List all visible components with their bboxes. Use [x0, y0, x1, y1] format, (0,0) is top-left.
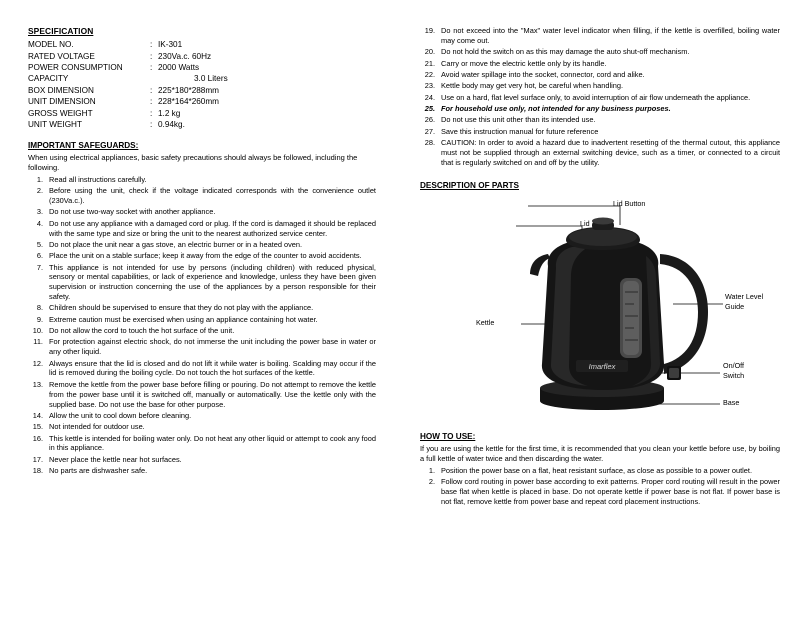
- list-item-number: 19.: [424, 26, 435, 35]
- list-item-number: 27.: [424, 126, 435, 136]
- list-item-number: 14.: [32, 410, 43, 420]
- list-item-number: 2.: [428, 477, 435, 487]
- list-item-text: Do not hold the switch on as this may damage the auto shut-off mechanism.: [441, 47, 690, 57]
- list-item-text: Place the unit on a stable surface; keep it away from the edge of the counter to avoid accidents.: [49, 251, 362, 261]
- safeguards-intro: When using electrical appliances, basic safety precautions should always be followed, including the following.: [28, 153, 358, 173]
- list-item-number: 21.: [424, 58, 435, 68]
- list-item: [28, 466, 376, 476]
- list-item-text: Do not use this unit other than its intended use.: [441, 115, 596, 125]
- list-item-number: 20.: [424, 47, 435, 57]
- spec-value: 230Va.c. 60Hz: [158, 51, 212, 61]
- spec-value-capacity: [158, 74, 238, 85]
- list-item: [420, 477, 780, 507]
- spec-key: CAPACITY: [28, 74, 69, 84]
- list-item-text: Allow the unit to cool down before cleaning.: [49, 410, 192, 420]
- list-item-text: Read all instructions carefully.: [49, 174, 147, 184]
- list-item-number: 24.: [424, 92, 435, 102]
- list-item-number: 4.: [36, 218, 43, 228]
- list-item-number: 5.: [36, 239, 43, 249]
- spec-value: 0.94kg.: [158, 120, 185, 130]
- list-item-number: 16.: [32, 433, 43, 443]
- spec-value: 1.2 kg: [158, 108, 181, 118]
- list-item-text: Do not use two-way socket with another appliance.: [49, 207, 216, 217]
- list-item: [420, 70, 780, 80]
- list-item-number: 15.: [32, 422, 43, 432]
- list-item: [28, 326, 376, 336]
- spec-value: 228*164*260mm: [158, 97, 219, 107]
- list-item: [28, 186, 376, 206]
- list-item-number: 8.: [36, 303, 43, 313]
- list-item-text: Do not use any appliance with a damaged cord or plug. If the cord is damaged it should be replaced with the same type and size or bring the unit to the nearest authorized service center.: [49, 218, 376, 238]
- spec-colon: :: [150, 62, 153, 72]
- spec-value: IK-301: [158, 40, 183, 50]
- list-item: [28, 240, 376, 250]
- list-item: [28, 411, 376, 421]
- list-item-text: Before using the unit, check if the voltage indicated corresponds with the convenience outlet (230Va.c.).: [49, 186, 376, 205]
- list-item-text: Position the power base on a flat, heat resistant surface, as close as possible to a power outlet.: [441, 465, 752, 475]
- list-item-text: Not intended for outdoor use.: [49, 422, 145, 432]
- specification-heading: SPECIFICATION: [28, 26, 94, 36]
- list-item-text: Use on a hard, flat level surface only, to avoid interruption of air flow underneath the appliance.: [441, 92, 751, 102]
- safeguards-heading: IMPORTANT SAFEGUARDS:: [28, 141, 139, 151]
- spec-colon: :: [150, 40, 153, 50]
- list-item-text: Children should be supervised to ensure that they do not play with the appliance.: [49, 303, 314, 313]
- list-item-text: Carry or move the electric kettle only by its handle.: [441, 58, 607, 68]
- list-item: [28, 175, 376, 185]
- list-item-number: 9.: [36, 314, 43, 324]
- list-item-number: 26.: [424, 115, 435, 125]
- list-item: [28, 207, 376, 217]
- spec-colon: :: [150, 97, 153, 107]
- list-item-number: 22.: [424, 69, 435, 79]
- left-column: [28, 26, 376, 477]
- safeguards-list-right: [420, 26, 780, 167]
- list-item-number: 13.: [32, 379, 43, 389]
- list-item-text: Follow cord routing in power base according to exit patterns. Proper cord routing will result in the power base flat when kettle is placed in base. Do not operate kettle if power base is not flat. If power base is not flat, remove kettle from power base and repeat cord placement instructions.: [441, 477, 780, 506]
- list-item-number: 10.: [32, 326, 43, 336]
- list-item: [28, 315, 376, 325]
- list-item-text: Always ensure that the lid is closed and do not lift it while water is boiling. Scalding may occur if the lid is removed during the boiling cycle. Do not touch the hot surfaces of the kettle.: [49, 358, 376, 378]
- list-item-text: No parts are dishwasher safe.: [49, 466, 148, 476]
- kettle-body-group: [530, 218, 708, 411]
- list-item: [420, 47, 780, 57]
- description-heading: DESCRIPTION OF PARTS: [420, 181, 520, 191]
- spec-row: [28, 40, 238, 51]
- spec-value: 225*180*288mm: [158, 85, 219, 95]
- label-on-off-line1: On/Off: [723, 361, 745, 371]
- safeguards-list-left: [28, 175, 376, 476]
- list-item-number: 3.: [36, 207, 43, 217]
- spec-row: [28, 63, 238, 74]
- list-item-number: 23.: [424, 81, 435, 91]
- spec-row: [28, 109, 238, 120]
- spec-row: [28, 52, 238, 63]
- list-item: [28, 251, 376, 261]
- kettle-handle: [660, 254, 708, 374]
- list-item: [28, 455, 376, 465]
- howto-list: [420, 466, 780, 507]
- list-item: [420, 115, 780, 125]
- list-item-text: Save this instruction manual for future reference: [441, 126, 599, 136]
- list-item: [420, 138, 780, 168]
- list-item-text: Do not place the unit near a gas stove, an electric burner or in a heated oven.: [49, 239, 303, 249]
- spec-colon: :: [150, 51, 153, 61]
- list-item-text: Remove the kettle from the power base before filling or pouring. Do not attempt to remove the kettle from the power base until it is switched off, manually or automatically. Use the kettle only with the supplied base. Do not use the base for other purpose.: [49, 379, 376, 409]
- spec-row: [28, 86, 238, 97]
- list-item-number: 6.: [36, 251, 43, 261]
- spec-colon: :: [150, 120, 153, 130]
- label-on-off-line2: Switch: [723, 370, 745, 380]
- kettle-diagram: [420, 196, 780, 426]
- spec-value: 2000 Watts: [158, 62, 200, 72]
- spec-colon: :: [150, 85, 153, 95]
- list-item-text: This kettle is intended for boiling water only. Do not heat any other liquid or attempt to cook any food in this appliance.: [49, 433, 376, 453]
- list-item: [28, 337, 376, 357]
- spec-row: [28, 74, 238, 85]
- list-item-number: 18.: [32, 466, 43, 476]
- list-item-number: 2.: [36, 186, 43, 196]
- list-item-number: 11.: [33, 337, 43, 347]
- list-item-number: 28.: [424, 137, 435, 147]
- howto-heading: HOW TO USE:: [420, 432, 476, 442]
- list-item-text: Avoid water spillage into the socket, connector, cord and alike.: [441, 69, 645, 79]
- list-item-number: 1.: [428, 465, 435, 475]
- list-item-text: Never place the kettle near hot surfaces.: [49, 454, 182, 464]
- spec-colon: [150, 74, 158, 85]
- kettle-illustration: [420, 196, 780, 426]
- list-item: [420, 104, 780, 114]
- label-water-level-guide: [725, 292, 763, 311]
- list-item: [420, 59, 780, 69]
- spec-colon: :: [150, 108, 153, 118]
- list-item: [28, 303, 376, 313]
- list-item: [28, 263, 376, 302]
- spec-key: GROSS WEIGHT: [28, 108, 93, 118]
- list-item-number: 12.: [32, 358, 43, 368]
- list-item-number: 25.: [424, 103, 435, 113]
- list-item-number: 17.: [32, 454, 43, 464]
- list-item: [28, 422, 376, 432]
- list-item-text: Extreme caution must be exercised when using an appliance containing hot water.: [49, 314, 318, 324]
- list-item-number: 1.: [36, 174, 43, 184]
- list-item: [28, 359, 376, 379]
- spec-capacity-value: 3.0 Liters: [194, 74, 228, 84]
- spec-key: MODEL NO.: [28, 40, 74, 50]
- kettle-spout: [530, 254, 550, 276]
- spec-row: [28, 97, 238, 108]
- list-item-text: For protection against electric shock, do not immerse the unit including the power base in water or any other liquid.: [49, 337, 376, 357]
- label-base: Base: [723, 398, 740, 408]
- list-item: [420, 93, 780, 103]
- list-item: [420, 81, 780, 91]
- list-item-number: 7.: [36, 262, 43, 272]
- right-column: [420, 26, 780, 508]
- spec-key: BOX DIMENSION: [28, 85, 94, 95]
- list-item: [28, 380, 376, 410]
- spec-key: UNIT DIMENSION: [28, 97, 96, 107]
- list-item: [420, 26, 780, 46]
- brand-text: Imarflex: [588, 362, 616, 372]
- list-item-text: Do not allow the cord to touch the hot surface of the unit.: [49, 326, 235, 336]
- label-on-off-switch: [723, 361, 744, 380]
- list-item: [420, 127, 780, 137]
- list-item: [28, 434, 376, 454]
- list-item-text: Kettle body may get very hot, be careful when handling.: [441, 81, 624, 91]
- label-lid-button: Lid Button: [613, 199, 646, 209]
- spec-key: RATED VOLTAGE: [28, 51, 95, 61]
- list-item-text: This appliance is not intended for use by persons (including children) with reduced physical, sensory or mental capabilities, or lack of experience and knowledge, unless they have been given supervision or instruction concerning the use of the appliances by a person responsible for their safety.: [49, 262, 376, 302]
- label-lid: Lid: [580, 219, 590, 229]
- list-item: [28, 219, 376, 239]
- label-kettle: Kettle: [476, 318, 495, 328]
- spec-key: UNIT WEIGHT: [28, 120, 82, 130]
- brand-plate: [576, 360, 628, 372]
- list-item-text: Do not exceed into the "Max" water level indicator when filling, if the kettle is overfilled, boiling water may come out.: [441, 26, 780, 45]
- label-water-level-guide-line2: Guide: [725, 301, 745, 311]
- list-item-text: For household use only, not intended for any business purposes.: [441, 103, 671, 113]
- label-water-level-guide-line1: Water Level: [725, 292, 764, 302]
- spec-key: POWER CONSUMPTION: [28, 62, 123, 72]
- list-item-text: CAUTION: In order to avoid a hazard due to inadvertent resetting of the thermal cutout, this appliance must not be supplied through an external switching device, such as a timer, or connected to a circuit that is regularly switched on and off by the utility.: [441, 137, 780, 167]
- list-item: [420, 466, 780, 476]
- howto-intro: If you are using the kettle for the first time, it is recommended that you clean your kettle before use, by boiling a full kettle of water twice and then discarding the water.: [420, 444, 780, 463]
- spec-row: [28, 120, 238, 131]
- specification-table: [28, 40, 238, 131]
